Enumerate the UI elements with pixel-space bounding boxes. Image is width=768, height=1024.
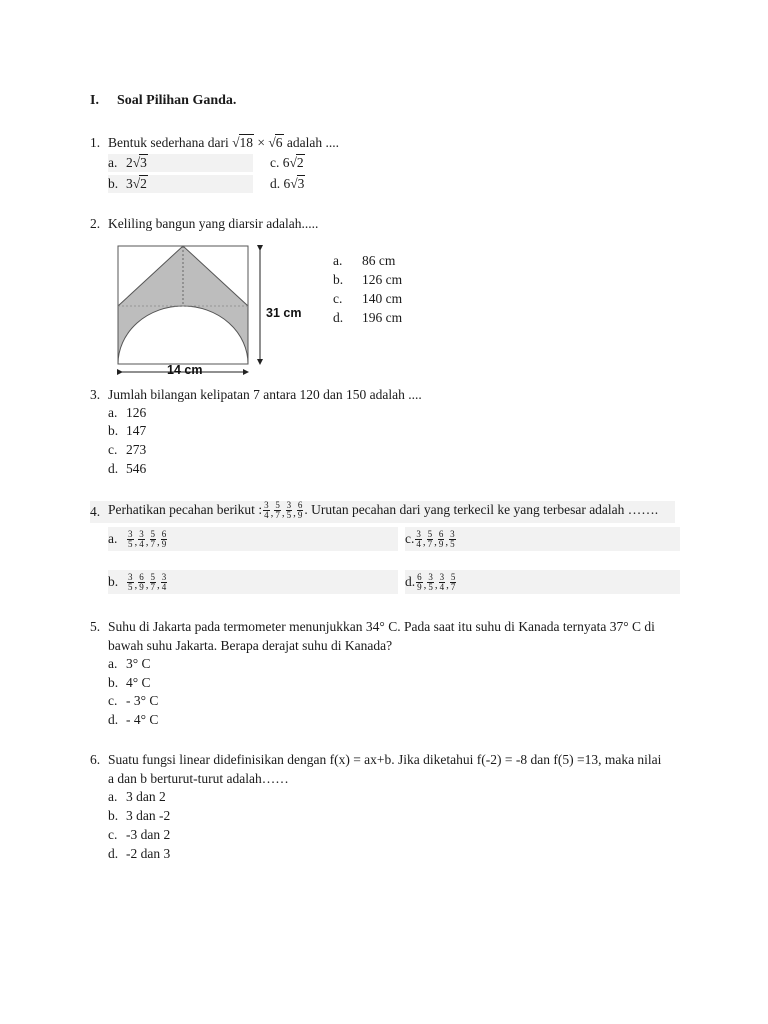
- option-letter: c.: [405, 531, 415, 546]
- numerator: 3: [128, 528, 133, 539]
- numerator: 6: [161, 528, 167, 539]
- denominator: 4: [264, 510, 269, 520]
- sqrt-expression: √18: [232, 135, 253, 150]
- question-number: 6.: [90, 752, 101, 767]
- radicand: 18: [239, 135, 253, 150]
- question-text: [108, 134, 339, 153]
- radicand: 6: [275, 135, 283, 150]
- option-value: 126 cm: [362, 272, 403, 287]
- option-2a[interactable]: [333, 252, 395, 270]
- option-letter: a.: [108, 531, 118, 546]
- fraction: [450, 573, 457, 592]
- question-number: 3.: [90, 387, 101, 402]
- fraction: [150, 573, 157, 592]
- question-text-post: adalah ....: [283, 135, 340, 150]
- option-4a[interactable]: a. $\frac{3}{5}$ , $\frac{3}{4}$ , $\frac{5}{7}$ , $\frac{6}{9}$: [108, 527, 398, 551]
- denominator: 4: [439, 581, 445, 592]
- denominator: 5: [450, 538, 455, 549]
- option-value: 140 cm: [362, 291, 403, 306]
- option-letter: a.: [108, 789, 118, 804]
- numerator: 5: [275, 500, 280, 510]
- numerator: 5: [427, 528, 433, 539]
- sqrt-expression: √3: [132, 155, 147, 170]
- option-coef: 6: [282, 155, 290, 170]
- fraction: [416, 573, 423, 592]
- option-5c[interactable]: [108, 692, 158, 710]
- numerator: 3: [428, 571, 433, 582]
- option-2c[interactable]: [333, 290, 402, 308]
- option-2b[interactable]: [333, 271, 402, 289]
- question-text-pre: Perhatikan pecahan berikut :: [108, 502, 263, 518]
- option-letter: a.: [108, 656, 118, 671]
- sqrt-expression: √6: [268, 135, 283, 150]
- question-text: Perhatikan pecahan berikut : $\frac{3}{4}$ , $\frac{5}{7}$ , $\frac{3}{5}$ , $\frac{6}{9}$ . Urutan pecahan dari yang terkecil ke yang terbesar adalah …….: [108, 500, 659, 520]
- height-label: 31 cm: [266, 306, 302, 320]
- option-coef: 6: [283, 176, 291, 191]
- option-value: 147: [126, 423, 147, 438]
- option-letter: a.: [108, 405, 118, 420]
- numerator: 6: [438, 528, 444, 539]
- radicand: 2: [296, 155, 304, 170]
- section-header: [90, 93, 236, 109]
- numerator: 5: [450, 571, 456, 582]
- question-number: 4.: [90, 504, 101, 519]
- fraction: [439, 573, 446, 592]
- denominator: 7: [150, 581, 155, 592]
- fraction: [161, 530, 168, 549]
- option-6a[interactable]: [108, 788, 166, 806]
- option-letter: d.: [108, 846, 119, 861]
- option-5b[interactable]: [108, 674, 151, 692]
- option-letter: c.: [333, 291, 343, 306]
- denominator: 4: [139, 538, 144, 549]
- option-letter: c.: [270, 155, 280, 170]
- section-title: Soal Pilihan Ganda.: [117, 93, 237, 108]
- option-3a[interactable]: [108, 404, 146, 422]
- fraction: [150, 530, 157, 549]
- numerator: 3: [161, 571, 167, 582]
- denominator: 7: [275, 510, 280, 520]
- option-letter: b.: [333, 272, 344, 287]
- times-sign: ×: [254, 135, 269, 150]
- question-text: Jumlah bilangan kelipatan 7 antara 120 dan 150 adalah ....: [108, 387, 422, 402]
- question-text: Keliling bangun yang diarsir adalah.....: [108, 216, 319, 231]
- option-6c[interactable]: [108, 826, 170, 844]
- option-value: -2 dan 3: [126, 846, 171, 861]
- fraction: [438, 530, 445, 549]
- denominator: 9: [161, 538, 167, 549]
- option-1a[interactable]: [108, 154, 253, 172]
- option-5a[interactable]: [108, 655, 151, 673]
- option-letter: c.: [108, 693, 118, 708]
- option-6b[interactable]: [108, 807, 170, 825]
- option-letter: b.: [108, 423, 119, 438]
- option-value: - 4° C: [126, 712, 159, 727]
- option-1c[interactable]: [270, 154, 305, 172]
- numerator: 6: [139, 571, 144, 582]
- numerator: 5: [150, 528, 155, 539]
- option-value: -3 dan 2: [126, 827, 171, 842]
- denominator: 4: [161, 581, 167, 592]
- option-letter: d.: [333, 310, 344, 325]
- fraction: [286, 501, 293, 520]
- option-letter: d.: [270, 176, 281, 191]
- numerator: 3: [416, 528, 421, 539]
- denominator: 5: [128, 538, 133, 549]
- option-3c[interactable]: [108, 441, 146, 459]
- question-number: 2.: [90, 216, 101, 231]
- sqrt-expression: √2: [132, 176, 147, 191]
- fraction: [127, 573, 134, 592]
- option-5d[interactable]: [108, 711, 158, 729]
- question-text-line-2: a dan b berturut-turut adalah……: [108, 771, 289, 786]
- option-4c[interactable]: c. $\frac{3}{4}$ , $\frac{5}{7}$ , $\frac{6}{9}$ , $\frac{3}{5}$: [405, 527, 680, 551]
- option-letter: b.: [108, 574, 119, 589]
- fraction: [415, 530, 422, 549]
- denominator: 5: [428, 581, 433, 592]
- option-value: 546: [126, 461, 147, 476]
- option-coef: 3: [126, 176, 133, 191]
- option-value: 126: [126, 405, 147, 420]
- radicand: 3: [297, 176, 305, 191]
- option-2d[interactable]: [333, 309, 402, 327]
- question-text-line-1: Suhu di Jakarta pada termometer menunjukkan 34° C. Pada saat itu suhu di Kanada ternyata 37° C di: [108, 619, 655, 634]
- option-3b[interactable]: [108, 422, 146, 440]
- numerator: 3: [139, 528, 144, 539]
- fraction: [427, 573, 434, 592]
- fraction: [297, 501, 304, 520]
- option-letter: d.: [405, 574, 416, 589]
- numerator: 5: [150, 571, 155, 582]
- numerator: 6: [297, 500, 303, 510]
- denominator: 4: [416, 538, 421, 549]
- numerator: 3: [264, 500, 269, 510]
- fraction: [127, 530, 134, 549]
- option-letter: b.: [108, 176, 119, 191]
- option-4b[interactable]: b. $\frac{3}{5}$ , $\frac{6}{9}$ , $\frac{5}{7}$ , $\frac{3}{4}$: [108, 570, 398, 594]
- question-text-line-2: bawah suhu Jakarta. Berapa derajat suhu di Kanada?: [108, 638, 393, 653]
- option-value: 4° C: [126, 675, 151, 690]
- option-letter: d.: [108, 712, 119, 727]
- question-text-pre: Bentuk sederhana dari: [108, 135, 233, 150]
- numerator: 3: [128, 571, 133, 582]
- option-letter: c.: [108, 442, 118, 457]
- question-4: [90, 501, 675, 523]
- option-value: 3° C: [126, 656, 151, 671]
- option-1d[interactable]: [270, 175, 305, 193]
- option-value: 3 dan 2: [126, 789, 166, 804]
- option-3d[interactable]: [108, 460, 146, 478]
- option-1b[interactable]: [108, 175, 253, 193]
- numerator: 3: [450, 528, 455, 539]
- option-value: - 3° C: [126, 693, 159, 708]
- radicand: 2: [140, 176, 147, 191]
- option-letter: b.: [108, 808, 119, 823]
- fraction: [263, 501, 270, 520]
- sqrt-expression: √3: [290, 176, 305, 191]
- option-4d[interactable]: d. $\frac{6}{9}$ , $\frac{3}{5}$ , $\frac{3}{4}$ , $\frac{5}{7}$: [405, 570, 680, 594]
- denominator: 7: [450, 581, 456, 592]
- option-letter: d.: [108, 461, 119, 476]
- shaded-figure: [110, 240, 310, 378]
- fraction: [161, 573, 168, 592]
- denominator: 5: [286, 510, 292, 520]
- denominator: 9: [139, 581, 144, 592]
- sqrt-expression: √2: [289, 155, 304, 170]
- option-value: 273: [126, 442, 147, 457]
- numerator: 3: [286, 500, 292, 510]
- option-letter: c.: [108, 827, 118, 842]
- denominator: 9: [438, 538, 444, 549]
- numerator: 3: [439, 571, 445, 582]
- denominator: 9: [297, 510, 303, 520]
- fraction: [138, 573, 145, 592]
- option-letter: a.: [108, 155, 118, 170]
- denominator: 9: [417, 581, 422, 592]
- radicand: 3: [140, 155, 147, 170]
- option-6d[interactable]: [108, 845, 170, 863]
- denominator: 5: [128, 581, 133, 592]
- fraction: [138, 530, 145, 549]
- option-letter: a.: [333, 253, 343, 268]
- question-text-post: . Urutan pecahan dari yang terkecil ke yang terbesar adalah …….: [304, 502, 659, 518]
- option-value: 196 cm: [362, 310, 403, 325]
- option-value: 86 cm: [362, 253, 396, 268]
- denominator: 7: [427, 538, 433, 549]
- question-text-line-1: Suatu fungsi linear didefinisikan dengan f(x) = ax+b. Jika diketahui f(-2) = -8 dan f(5) =13, maka nilai: [108, 752, 662, 767]
- width-label: 14 cm: [167, 363, 203, 377]
- question-number: 1.: [90, 135, 101, 150]
- question-number: 5.: [90, 619, 101, 634]
- fraction: [274, 501, 281, 520]
- fraction: [449, 530, 456, 549]
- fraction: [427, 530, 434, 549]
- numerator: 6: [417, 571, 422, 582]
- option-value: 3 dan -2: [126, 808, 171, 823]
- option-letter: b.: [108, 675, 119, 690]
- option-coef: 2: [126, 155, 133, 170]
- denominator: 7: [150, 538, 155, 549]
- section-number: I.: [90, 93, 99, 108]
